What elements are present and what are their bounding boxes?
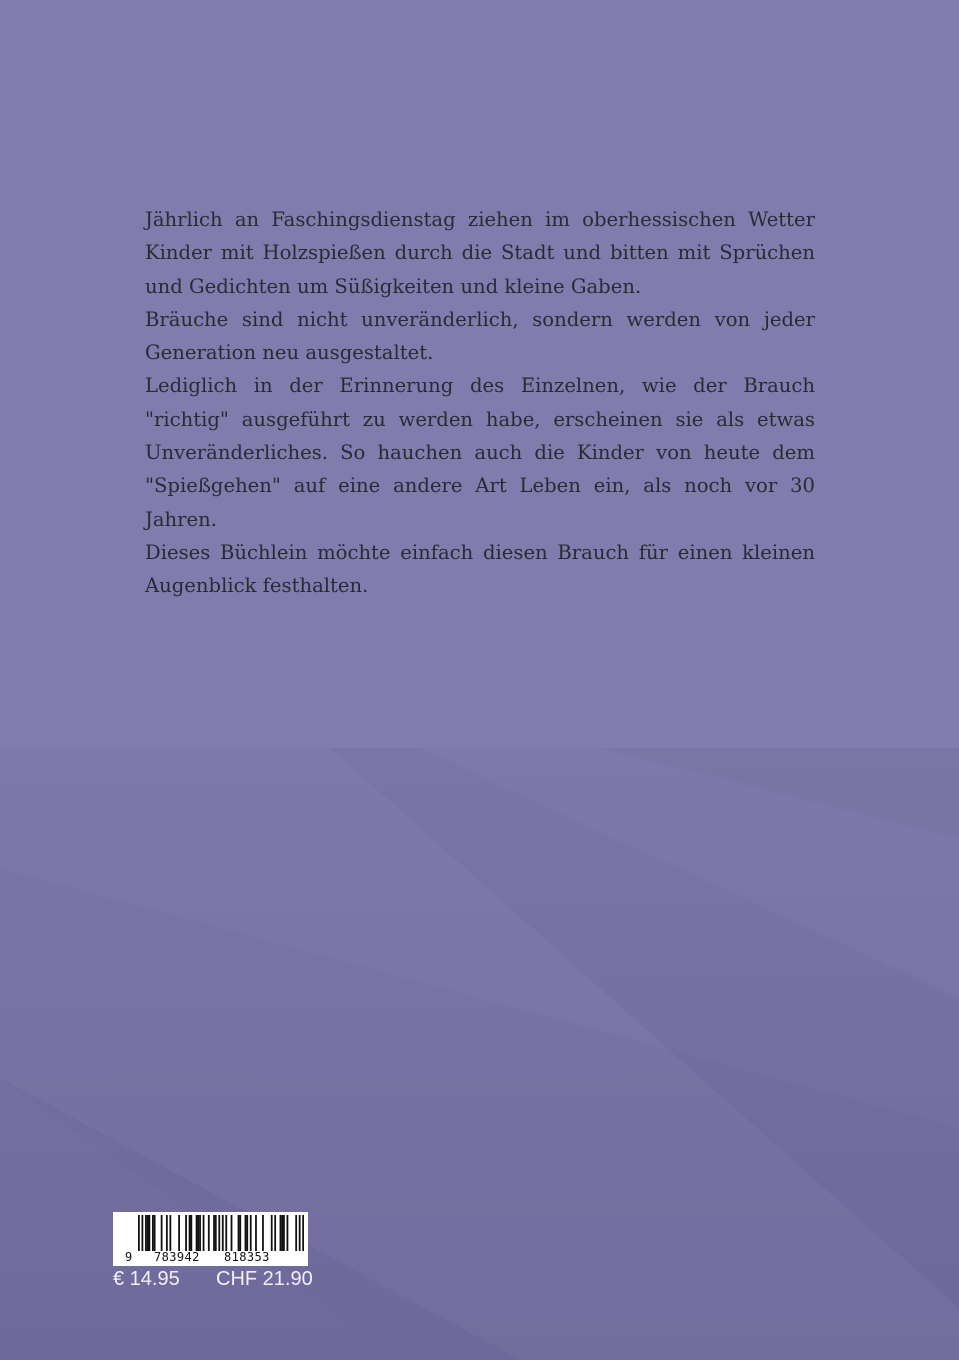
barcode-bar (262, 1215, 264, 1251)
blurb-paragraph: Lediglich in der Erinnerung des Einzelnen, wie der Brauch "richtig" ausgeführt zu werden habe, erscheinen sie als etwas Unveränderliches. So hauchen auch die Kinder von heute dem "Spießgehen" auf eine andere Art Leben ein, als noch vor 30 Jahren. (145, 374, 815, 531)
barcode-bar (189, 1215, 191, 1251)
barcode-bar (271, 1215, 273, 1251)
barcode-first-digit: 9 (125, 1250, 133, 1264)
barcode-bar (246, 1215, 248, 1251)
barcode-bar (280, 1215, 282, 1251)
barcode-bar (287, 1215, 289, 1251)
barcode-bar (185, 1215, 187, 1251)
barcode-bar (141, 1215, 143, 1251)
barcode-bar (245, 1215, 247, 1251)
barcode-bar (225, 1215, 227, 1251)
barcode-bar (166, 1215, 168, 1251)
barcode-bar (255, 1215, 257, 1251)
blurb-paragraph: Jährlich an Faschingsdienstag ziehen im oberhessischen Wetter Kinder mit Holzspießen durch die Stadt und bitten mit Sprüchen und Gedichten um Süßigkeiten und kleine Gaben. (145, 208, 815, 298)
barcode-bar (274, 1215, 276, 1251)
barcode-bar (161, 1215, 163, 1251)
price-eur: € 14.95 (113, 1268, 180, 1290)
barcode-bar (169, 1215, 171, 1251)
barcode-bar (148, 1215, 150, 1251)
barcode-digits (113, 1250, 308, 1266)
barcode-bar (215, 1215, 217, 1251)
barcode-bar (302, 1215, 304, 1251)
barcode-bar (190, 1215, 192, 1251)
barcode-bar (213, 1215, 215, 1251)
barcode-bar (145, 1215, 147, 1251)
barcode-bar (231, 1215, 233, 1251)
barcode-bar (281, 1215, 283, 1251)
barcode-bar (218, 1215, 220, 1251)
blurb-paragraph: Dieses Büchlein möchte einfach diesen Brauch für einen kleinen Augenblick festhalten. (145, 540, 815, 598)
barcode-bar (295, 1215, 297, 1251)
barcode-bar (238, 1215, 240, 1251)
barcode-bar (250, 1215, 252, 1251)
back-cover-blurb (145, 203, 815, 603)
barcode-bar (199, 1215, 201, 1251)
barcode-bar (197, 1215, 199, 1251)
barcode-bar (283, 1215, 285, 1251)
barcode-left-group: 783942 (154, 1250, 200, 1264)
barcode-bar (222, 1215, 224, 1251)
barcode-bar (239, 1215, 241, 1251)
barcode-bar (147, 1215, 149, 1251)
barcode-bar (138, 1215, 140, 1251)
barcode-bar (152, 1215, 154, 1251)
barcode-bar (203, 1215, 205, 1251)
barcode-bar (154, 1215, 156, 1251)
barcode-bars (138, 1215, 304, 1251)
isbn-barcode (113, 1212, 308, 1266)
price-chf: CHF 21.90 (216, 1268, 313, 1290)
barcode-bar (208, 1215, 210, 1251)
barcode-bar (178, 1215, 180, 1251)
barcode-right-group: 818353 (224, 1250, 270, 1264)
barcode-bar (196, 1215, 198, 1251)
blurb-paragraph: Bräuche sind nicht unveränderlich, sondern werden von jeder Generation neu ausgestaltet. (145, 307, 815, 365)
barcode-bar (299, 1215, 301, 1251)
